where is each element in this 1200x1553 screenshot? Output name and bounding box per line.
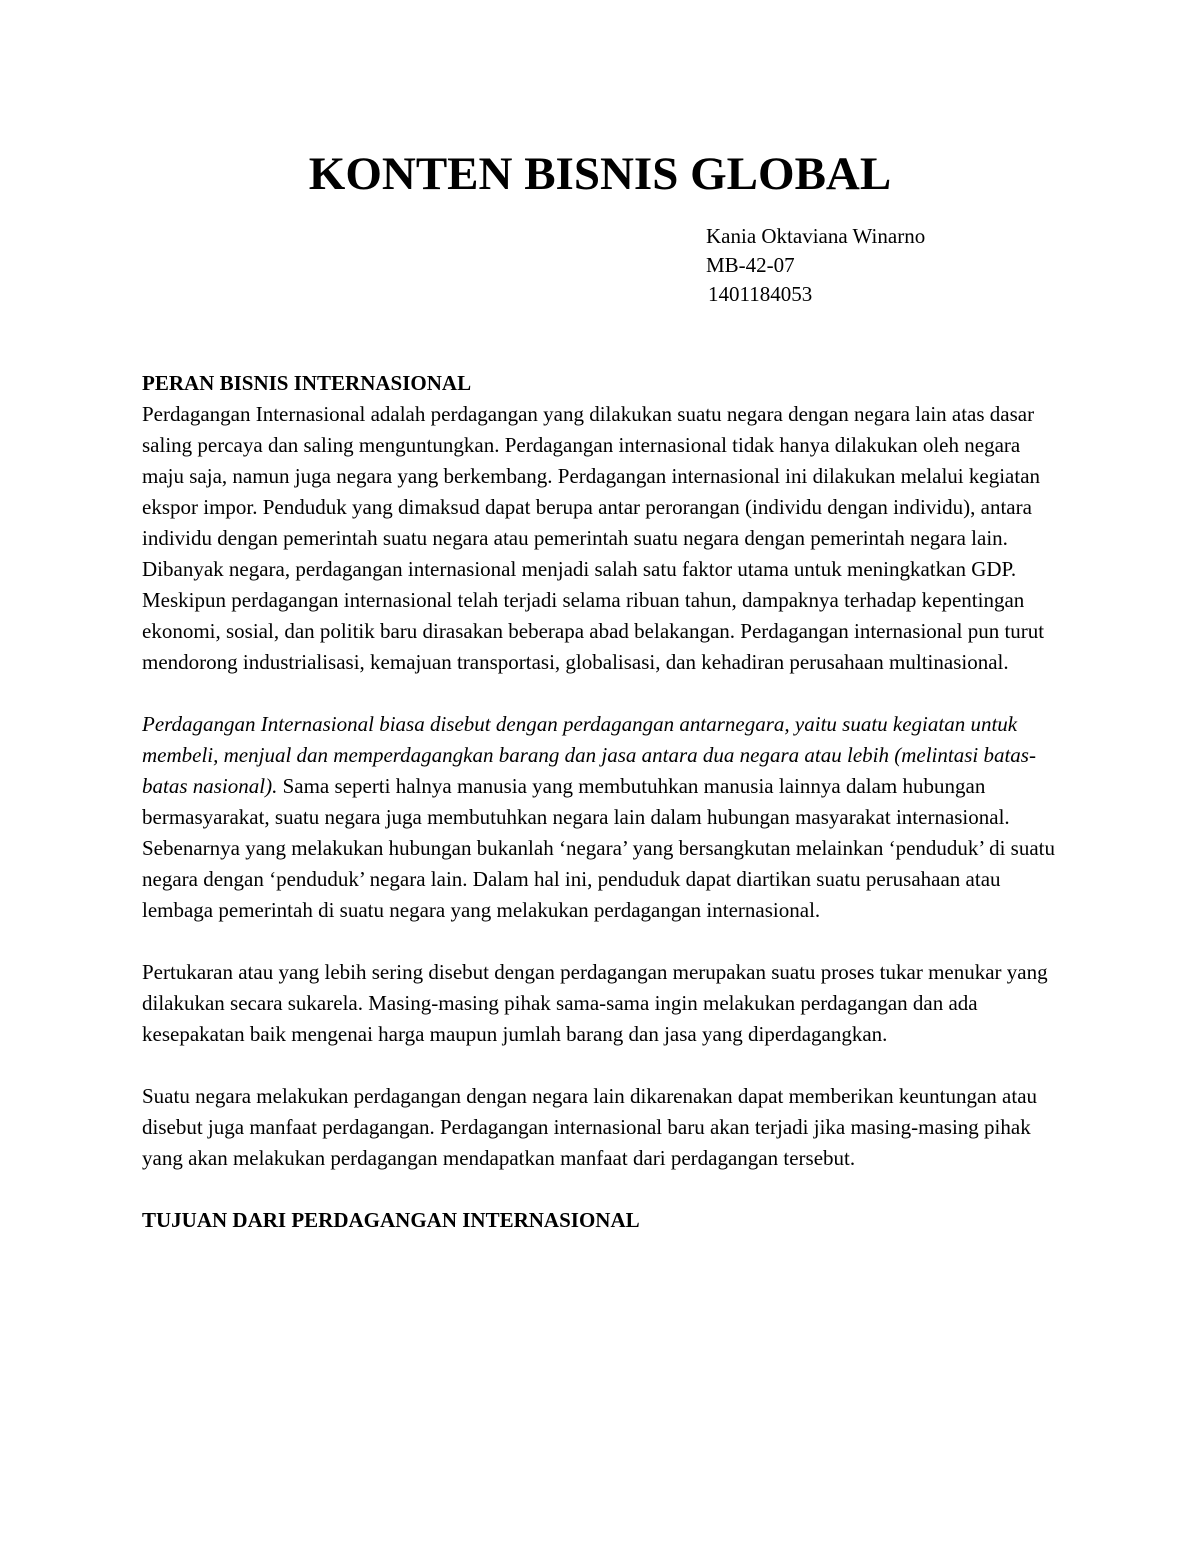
- paragraph-3: Pertukaran atau yang lebih sering disebut dengan perdagangan merupakan suatu proses tukar menukar yang dilakukan secara sukarela. Masing-masing pihak sama-sama ingin melakukan perdagangan dan ada kesepakatan baik mengenai harga maupun jumlah barang dan jasa yang diperdagangkan.: [142, 960, 1048, 1046]
- author-class: MB-42-07: [706, 253, 795, 277]
- document-body: [142, 368, 1067, 1236]
- paragraph-1: Perdagangan Internasional adalah perdagangan yang dilakukan suatu negara dengan negara lain atas dasar saling percaya dan saling menguntungkan. Perdagangan internasional tidak hanya dilakukan oleh negara maju saja, namun juga negara yang berkembang. Perdagangan internasional ini dilakukan melalui kegiatan ekspor impor. Penduduk yang dimaksud dapat berupa antar perorangan (individu dengan individu), antara individu dengan pemerintah suatu negara atau pemerintah suatu negara dengan pemerintah negara lain. Dibanyak negara, perdagangan internasional menjadi salah satu faktor utama untuk meningkatkan GDP. Meskipun perdagangan internasional telah terjadi selama ribuan tahun, dampaknya terhadap kepentingan ekonomi, sosial, dan politik baru dirasakan beberapa abad belakangan. Perdagangan internasional pun turut mendorong industrialisasi, kemajuan transportasi, globalisasi, dan kehadiran perusahaan multinasional.: [142, 402, 1045, 674]
- author-block: [706, 222, 925, 309]
- paragraph-2-rest: Sama seperti halnya manusia yang membutuhkan manusia lainnya dalam hubungan bermasyarakat, suatu negara juga membutuhkan negara lain dalam hubungan masyarakat internasional. Sebenarnya yang melakukan hubungan bukanlah ‘negara’ yang bersangkutan melainkan ‘penduduk’ di suatu negara dengan ‘penduduk’ negara lain. Dalam hal ini, penduduk dapat diartikan suatu perusahaan atau lembaga pemerintah di suatu negara yang melakukan perdagangan internasional.: [142, 774, 1055, 922]
- document-title: KONTEN BISNIS GLOBAL: [308, 148, 892, 200]
- section-heading-tujuan: TUJUAN DARI PERDAGANGAN INTERNASIONAL: [142, 1208, 640, 1232]
- paragraph-2: [142, 709, 1067, 926]
- section-heading-peran: PERAN BISNIS INTERNASIONAL: [142, 371, 472, 395]
- author-id: 1401184053: [708, 282, 813, 306]
- author-name: Kania Oktaviana Winarno: [706, 224, 926, 248]
- paragraph-2-italic: Perdagangan Internasional biasa disebut dengan perdagangan antarnegara, yaitu suatu kegiatan untuk membeli, menjual dan memperdagangkan barang dan jasa antara dua negara atau lebih (melintasi batas-batas nasional).: [142, 712, 1036, 798]
- paragraph-4: Suatu negara melakukan perdagangan dengan negara lain dikarenakan dapat memberikan keuntungan atau disebut juga manfaat perdagangan. Perdagangan internasional baru akan terjadi jika masing-masing pihak yang akan melakukan perdagangan mendapatkan manfaat dari perdagangan tersebut.: [142, 1084, 1038, 1170]
